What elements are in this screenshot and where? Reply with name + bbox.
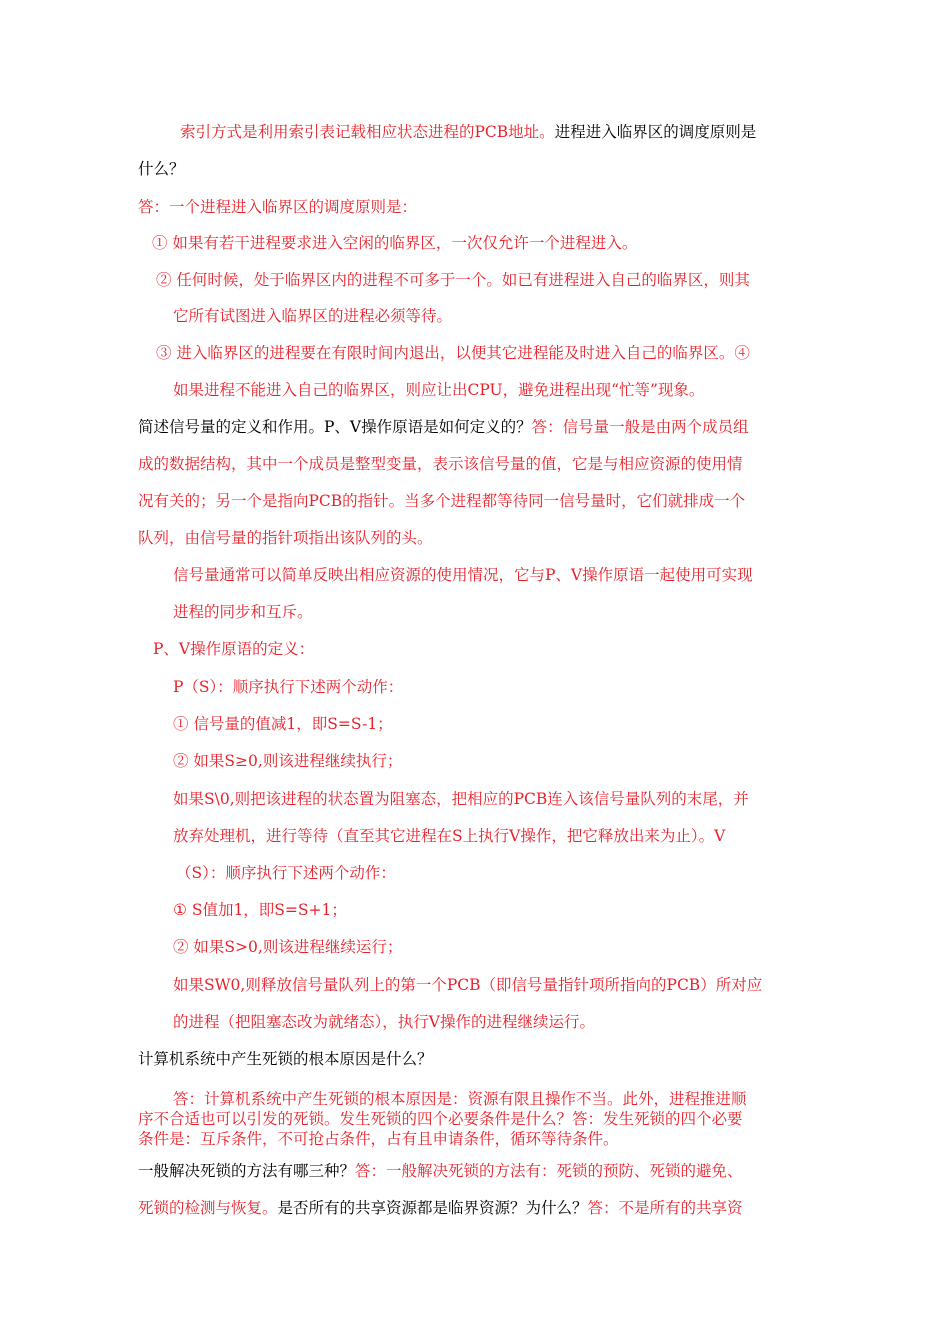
answer-text: 如果S\0,则把该进程的状态置为阻塞态，把相应的PCB连入该信号量队列的末尾，并	[173, 790, 749, 808]
answer-text: 队列，由信号量的指针项指出该队列的头。	[138, 529, 433, 547]
answer-text: 答：不是所有的共享资	[587, 1199, 743, 1217]
answer-text: 信号量通常可以简单反映出相应资源的使用情况，它与P、V操作原语一起使用可实现	[173, 566, 753, 584]
list-item: ① S值加1，即S=S+1；	[173, 901, 347, 919]
question-text: 简述信号量的定义和作用。P、V操作原语是如何定义的？	[138, 418, 532, 436]
answer-text: 的进程（把阻塞态改为就绪态），执行V操作的进程继续运行。	[173, 1013, 595, 1031]
question-text: 是否所有的共享资源都是临界资源？为什么？	[277, 1199, 588, 1217]
answer-text: 进程的同步和互斥。	[173, 603, 313, 621]
answer-text: 放弃处理机，进行等待（直至其它进程在S上执行V操作，把它释放出来为止）。V	[173, 827, 726, 845]
answer-text: 索引方式是利用索引表记载相应状态进程的PCB地址。	[180, 123, 555, 141]
answer-text: P、V操作原语的定义：	[153, 640, 315, 658]
answer-text: P（S）：顺序执行下述两个动作：	[173, 678, 404, 696]
list-item: ② 如果S≥0,则该进程继续执行；	[173, 752, 403, 770]
list-item-continuation: 它所有试图进入临界区的进程必须等待。	[173, 307, 453, 325]
answer-text: 况有关的；另一个是指向PCB的指针。当多个进程都等待同一信号量时，它们就排成一个	[138, 492, 746, 510]
answer-text: 答：信号量一般是由两个成员组	[531, 418, 749, 436]
question-text: 一般解决死锁的方法有哪三种？	[138, 1162, 356, 1180]
answer-text: 成的数据结构，其中一个成员是整型变量，表示该信号量的值，它是与相应资源的使用情	[138, 455, 743, 473]
list-item: ② 如果S>0,则该进程继续运行；	[173, 938, 403, 956]
list-item: ② 任何时候，处于临界区内的进程不可多于一个。如已有进程进入自己的临界区，则其	[156, 271, 750, 289]
answer-text: 序不合适也可以引发的死锁。发生死锁的四个必要条件是什么？答：发生死锁的四个必要	[138, 1110, 743, 1128]
list-item: ③ 进入临界区的进程要在有限时间内退出，以便其它进程能及时进入自己的临界区。④	[156, 344, 750, 362]
answer-text: （S）：顺序执行下述两个动作：	[176, 864, 396, 882]
text-line	[138, 1161, 743, 1181]
question-text: 进程进入临界区的调度原则是	[554, 123, 757, 141]
text-line	[138, 1198, 743, 1218]
list-item-continuation: 如果进程不能进入自己的临界区，则应让出CPU，避免进程出现“忙等”现象。	[173, 381, 705, 399]
answer-text: 如果SW0,则释放信号量队列上的第一个PCB（即信号量指针项所指向的PCB）所对应	[173, 976, 763, 994]
question-text: 什么？	[138, 160, 185, 178]
list-item: ① 如果有若干进程要求进入空闲的临界区，一次仅允许一个进程进入。	[152, 234, 638, 252]
question-text: 计算机系统中产生死锁的根本原因是什么？	[138, 1050, 433, 1068]
answer-text: 答：一般解决死锁的方法有：死锁的预防、死锁的避免、	[355, 1162, 743, 1180]
answer-text: 条件是：互斥条件，不可抢占条件，占有且申请条件，循环等待条件。	[138, 1130, 619, 1148]
list-item: ① 信号量的值减1，即S=S-1；	[173, 715, 393, 733]
answer-text: 答：一个进程进入临界区的调度原则是：	[138, 198, 418, 216]
text-line	[180, 122, 756, 142]
text-line	[138, 417, 749, 437]
answer-text: 答：计算机系统中产生死锁的根本原因是：资源有限且操作不当。此外，进程推进顺	[173, 1090, 747, 1108]
answer-text: 死锁的检测与恢复。	[138, 1199, 278, 1217]
